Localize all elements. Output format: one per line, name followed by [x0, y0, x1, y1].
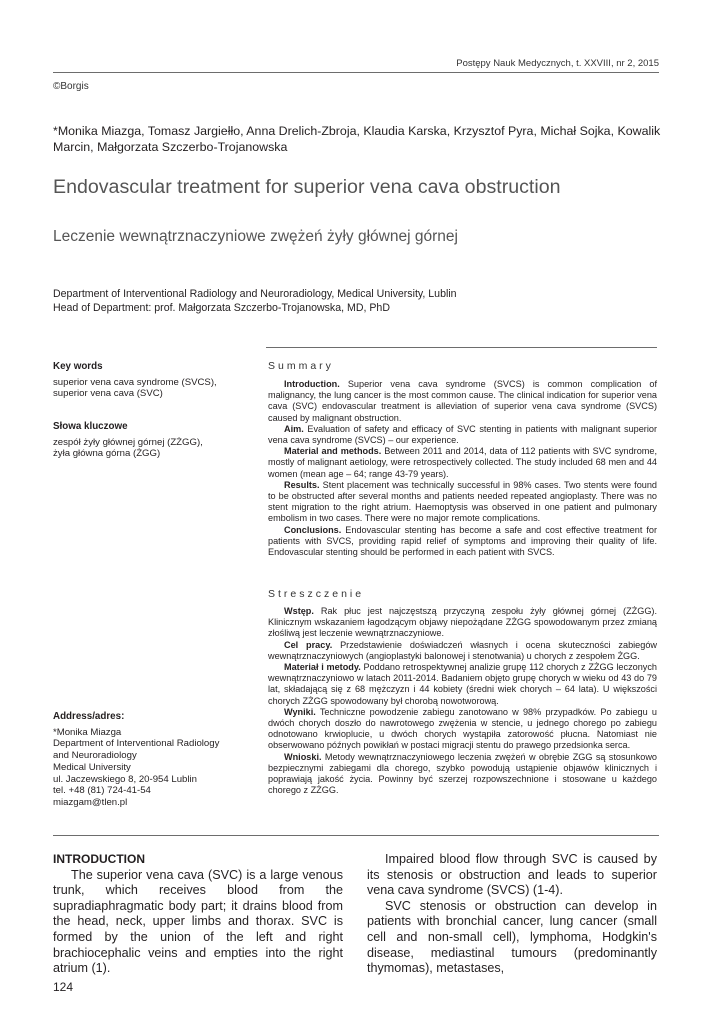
slowa-kluczowe-item: zespół żyły głównej górnej (ZŻGG), — [53, 436, 203, 448]
streszczenie-material: Materiał i metody. Poddano retrospektywnej analizie grupę 112 chorych z ZŻGG leczonych wewnątrznaczyniowo w latach 2011-2014. Badaniem objęto grupę chorych w wieku od 43 do 79 lat, składającą się z 68 mężczyzn i 44 kobiety (średni wiek chorych – 64 lata). U większości chorych ZŻGG spowodowany był chorobą nowotworową. — [268, 662, 657, 706]
summary-heading: Summary — [268, 360, 334, 372]
header-divider — [53, 72, 659, 73]
slowa-kluczowe-block — [53, 421, 253, 460]
keyword-item: superior vena cava (SVC) — [53, 388, 163, 400]
keyword-item: superior vena cava syndrome (SVCS), — [53, 376, 217, 388]
body-divider — [53, 835, 659, 836]
body-right-column — [367, 852, 657, 977]
slowa-kluczowe-heading: Słowa kluczowe — [53, 421, 128, 432]
author-list: *Monika Miazga, Tomasz Jargiełło, Anna Drelich-Zbroja, Klaudia Karska, Krzysztof Pyra, Michał Sojka, Kowalik Marcin, Małgorzata Szczerbo-Trojanowska — [53, 124, 661, 154]
address-line: Department of Interventional Radiology — [53, 738, 220, 750]
journal-header: Postępy Nauk Medycznych, t. XXVIII, nr 2, 2015 — [456, 58, 659, 69]
streszczenie-heading: Streszczenie — [268, 588, 365, 600]
streszczenie-wnioski: Wnioski. Metody wewnątrznaczyniowego leczenia zwężeń w obrębie ZGG są stosunkowo bezpiecznymi zabiegami dla chorego, szybko powodują ustąpienie objawów klinicznych i poprawiają jakość życia. Powinny być szerzej rozpowszechnione i stosowane u każdego chorego z ZŻGG. — [268, 751, 657, 796]
summary-introduction: Introduction. Superior vena cava syndrome (SVCS) is common complication of malignancy, the lung cancer is the most common cause. The clinical indication for superior vena cava (SVC) endovascular treatment is alleviation of superior vena cava syndrome (SVCS) caused by malignant obstruction. — [268, 379, 657, 423]
summary-conclusions: Conclusions. Endovascular stenting has become a safe and cost effective treatment for patients with SVCS, providing rapid relief of symptoms and improving their quality of life. Endovascular stenting should be performed in each patient with SVCS. — [268, 524, 657, 558]
introduction-heading: INTRODUCTION — [53, 852, 145, 866]
streszczenie-wstep: Wstęp. Rak płuc jest najczęstszą przyczyną zespołu żyły głównej górnej (ZŻGG). Klinicznym wskazaniem łagodzącym objawy niepożądane ZŻGG spowodowanym przez zmianą złośliwą jest leczenie wewnątrznaczyniowe. — [268, 606, 657, 639]
address-line: Medical University — [53, 761, 131, 773]
address-line: and Neuroradiology — [53, 750, 137, 762]
slowa-kluczowe-item: żyła główna górna (ŻGG) — [53, 448, 161, 460]
publisher: ©Borgis — [53, 81, 89, 92]
body-paragraph: SVC stenosis or obstruction can develop in patients with bronchial cancer, lung cancer (small cell and non-small cell), lymphoma, Hodgkin's disease, mediastinal tumours (predominantly thymomas), metastases, — [367, 898, 657, 976]
article-title-english: Endovascular treatment for superior vena cava obstruction — [53, 176, 561, 198]
streszczenie-cel: Cel pracy. Przedstawienie doświadczeń własnych i ocena skuteczności zabiegów wewnątrznaczyniowych (angioplastyki balonowej i stenotwania) u chorych z zespołem ŻGG. — [268, 639, 657, 661]
affiliation-head: Head of Department: prof. Małgorzata Szczerbo-Trojanowska, MD, PhD — [53, 301, 390, 314]
body-paragraph: Impaired blood flow through SVC is caused by its stenosis or obstruction and leads to superior vena cava syndrome (SVCS) (1-4). — [367, 852, 657, 898]
article-title-polish: Leczenie wewnątrznaczyniowe zwężeń żyły głównej górnej — [53, 228, 458, 245]
keywords-block — [53, 361, 253, 400]
affiliation-department: Department of Interventional Radiology and Neuroradiology, Medical University, Lublin — [53, 288, 457, 300]
address-heading: Address/adres: — [53, 711, 125, 722]
summary-abstract — [268, 379, 657, 558]
body-left-column — [53, 852, 343, 977]
correspondence-address — [53, 711, 253, 809]
address-email: miazgam@tlen.pl — [53, 796, 128, 808]
summary-aim: Aim. Evaluation of safety and efficacy of SVC stenting in patients with malignant superior vena cava syndrome (SVCS) – our experience. — [268, 423, 657, 446]
summary-divider — [266, 347, 657, 348]
streszczenie-wyniki: Wyniki. Techniczne powodzenie zabiegu zanotowano w 98% przypadków. Po zabiegu u dwóch chorych doszło do nawrotowego zwężenia w stencie, u jednego chorego po zabiegu odnotowano krwioplucie, u dwóch chorych wystąpiła zatorowość płucna. Natomiast nie obserwowano późnych powikłań w postaci migracji stentu do prawego przedsionka serca. — [268, 706, 657, 751]
page-number: 124 — [53, 980, 74, 994]
address-line: *Monika Miazga — [53, 726, 122, 738]
summary-methods: Material and methods. Between 2011 and 2014, data of 112 patients with SVC syndrome, mostly of malignant aetiology, were retrospectively collected. The study included 68 men and 44 women (mean age – 64; range 43-79 years). — [268, 446, 657, 479]
affiliation — [53, 288, 457, 315]
keywords-heading: Key words — [53, 361, 103, 372]
address-line: tel. +48 (81) 724-41-54 — [53, 785, 151, 797]
body-paragraph: The superior vena cava (SVC) is a large venous trunk, which receives blood from the supradiaphragmatic body part; it drains blood from the head, neck, upper limbs and thorax. SVC is formed by the union of the left and right brachiocephalic veins and empties into the right atrium (1). — [53, 867, 343, 976]
address-line: ul. Jaczewskiego 8, 20-954 Lublin — [53, 773, 197, 785]
summary-results: Results. Stent placement was technically successful in 98% cases. Two stents were found to be obstructed after several months and patients needed repeated angioplasty. There was no stent migration to the right atrium. Haemoptysis was observed in one patient and pulmonary embolism in two cases. There were no major remote complications. — [268, 479, 657, 524]
streszczenie-abstract — [268, 606, 657, 796]
